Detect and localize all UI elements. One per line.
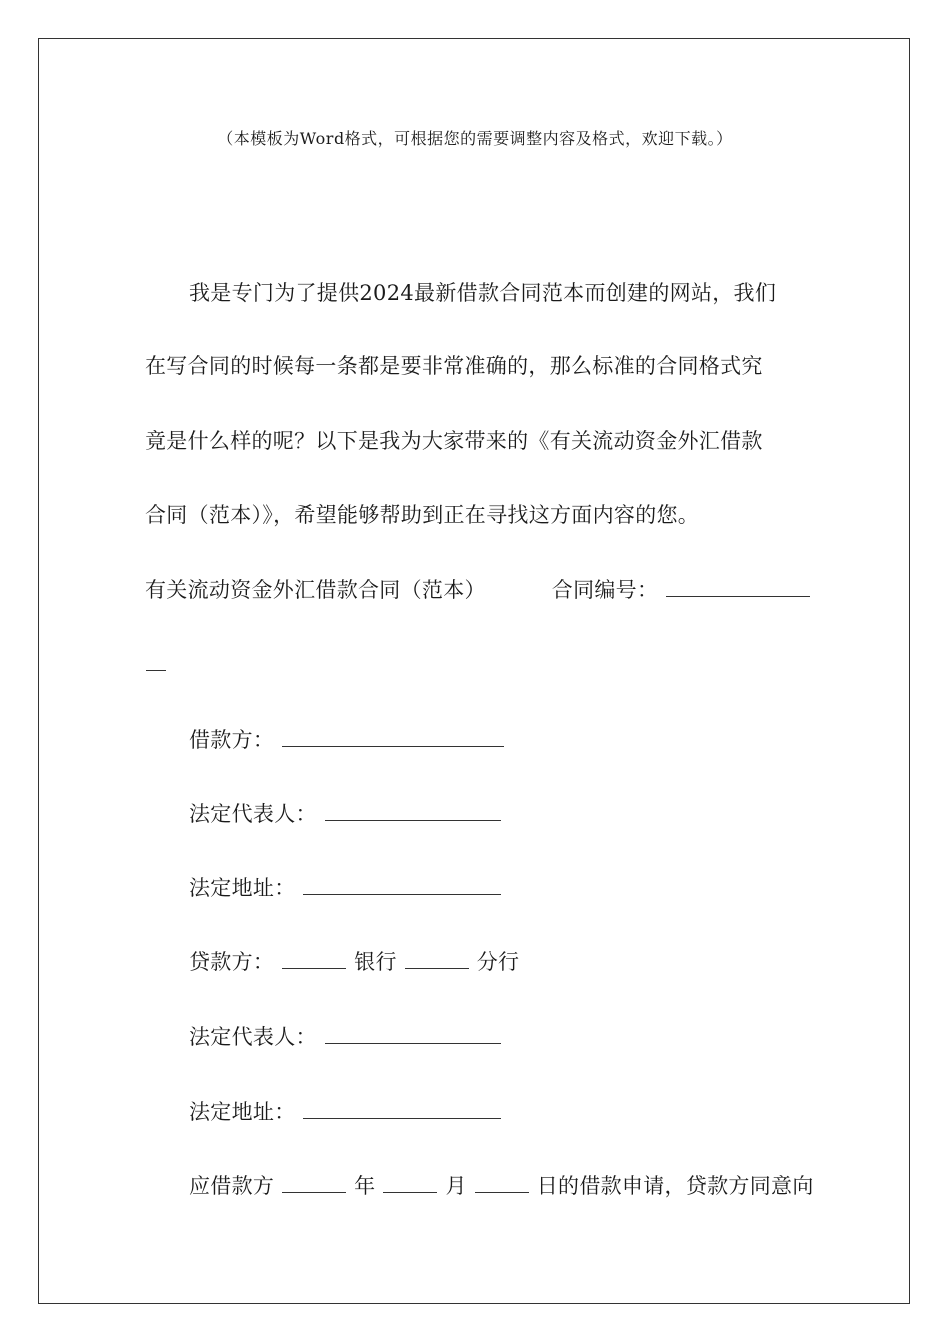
lender-rep-label: 法定代表人： [189,1025,317,1049]
borrower-field[interactable] [282,726,504,747]
borrower-rep-field[interactable] [325,800,501,821]
clause-month-label: 月 [445,1174,467,1198]
borrower-rep-label: 法定代表人： [189,802,317,826]
contract-number-field[interactable] [666,576,810,597]
borrower-address-field[interactable] [303,874,501,895]
clause-day-text: 日的借款申请，贷款方同意向 [536,1174,814,1198]
lender-branch-field[interactable] [405,948,469,969]
clause-year-label: 年 [354,1174,376,1198]
lender-row [189,946,519,976]
clause-month-field[interactable] [383,1172,437,1193]
contract-number-field-tail[interactable] [146,650,166,671]
lender-rep-field[interactable] [325,1023,501,1044]
intro-line-3: 竟是什么样的呢？以下是我为大家带来的《有关流动资金外汇借款 [145,429,763,453]
lender-label: 贷款方： [189,950,275,974]
borrower-row [189,724,505,754]
contract-number-label: 合同编号： [551,578,659,602]
lender-bank-field[interactable] [282,948,346,969]
contract-number-field-continued [145,650,167,676]
lender-bank-suffix: 银行 [354,950,397,974]
intro-line-1: 我是专门为了提供2024最新借款合同范本而创建的网站，我们 [189,281,777,305]
intro-line-4: 合同（范本）》，希望能够帮助到正在寻找这方面内容的您。 [145,503,700,527]
borrower-rep-row [189,798,502,828]
lender-address-field[interactable] [303,1098,501,1119]
contract-title: 有关流动资金外汇借款合同（范本） [145,578,486,602]
intro-line-2: 在写合同的时候每一条都是要非常准确的，那么标准的合同格式究 [145,354,763,378]
lender-address-row [189,1096,502,1126]
clause-day-field[interactable] [475,1172,529,1193]
clause-prefix: 应借款方 [189,1174,275,1198]
contract-title-row [145,574,811,604]
borrower-label: 借款方： [189,728,275,752]
clause-row [189,1170,814,1200]
borrower-address-label: 法定地址： [189,876,296,900]
lender-branch-suffix: 分行 [476,950,520,974]
clause-year-field[interactable] [282,1172,346,1193]
borrower-address-row [189,872,502,902]
lender-address-label: 法定地址： [189,1100,296,1124]
template-notice: （本模板为Word格式，可根据您的需要调整内容及格式，欢迎下载。） [217,129,733,148]
lender-rep-row [189,1021,502,1051]
